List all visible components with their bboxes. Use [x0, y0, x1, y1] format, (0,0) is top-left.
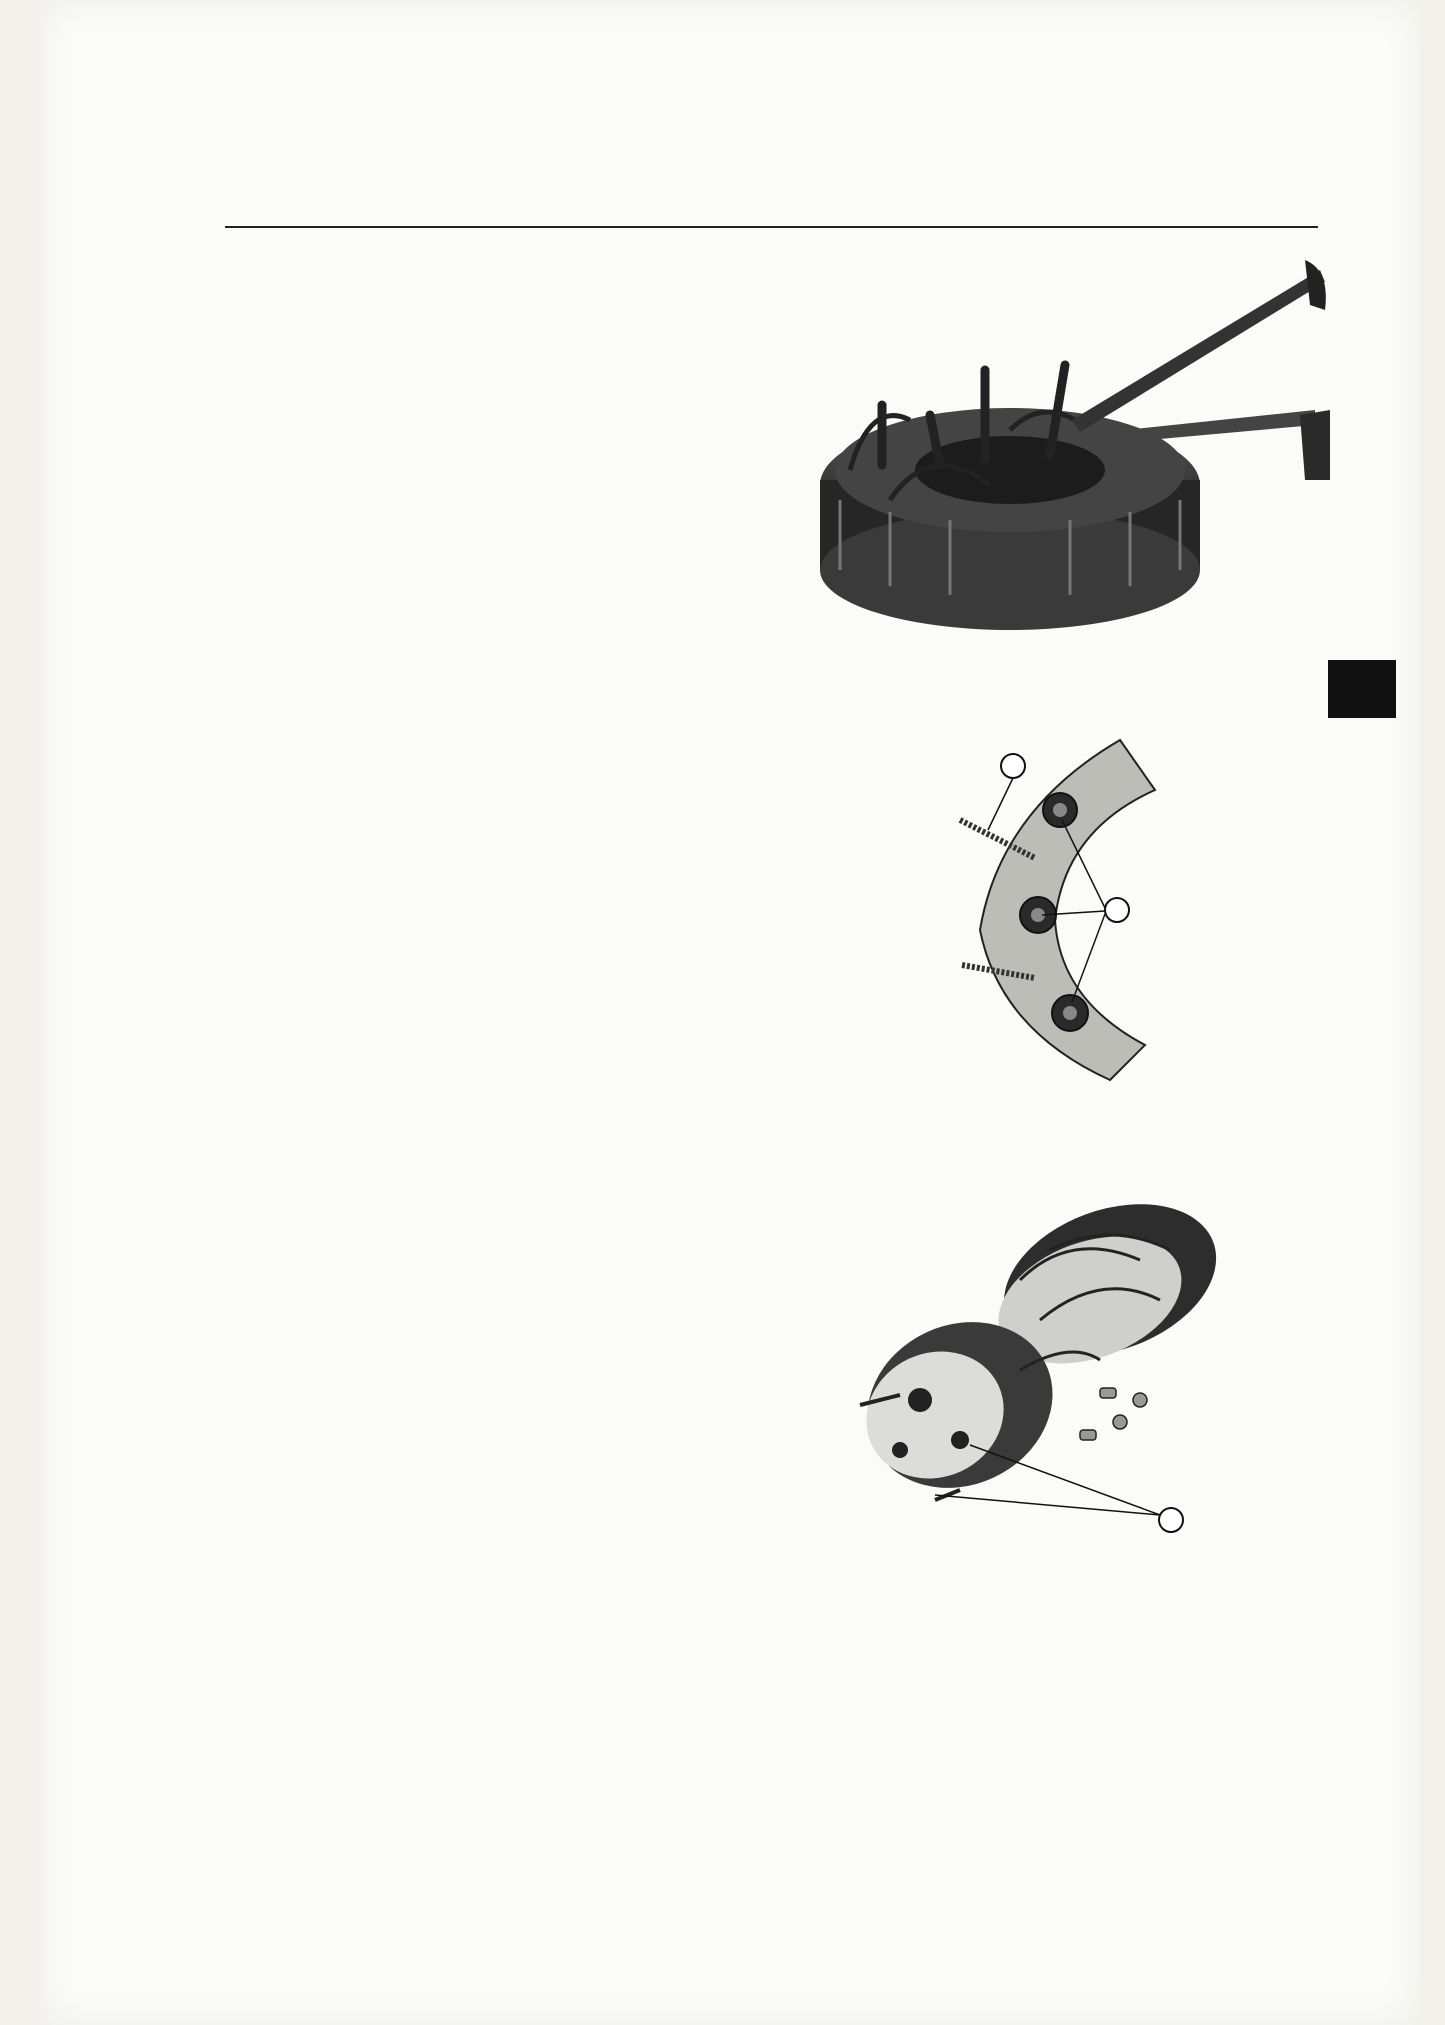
- section-tab: [1328, 660, 1396, 718]
- header-tm: [225, 195, 230, 219]
- paragraph-connect-probes: [225, 727, 737, 753]
- paragraph-heat-sink: [225, 590, 737, 616]
- fig42-illustration: [810, 250, 1330, 640]
- fig43-illustration: [940, 730, 1170, 1090]
- paragraph-assemble-stator: [225, 1280, 737, 1306]
- paragraph-tester: [225, 297, 737, 323]
- paragraph-diode-colors: [225, 1091, 737, 1117]
- paragraph-repeat-test: [225, 859, 737, 885]
- paragraph-ohmmeter: [225, 960, 737, 986]
- important-note: [225, 405, 737, 431]
- paragraph-test-lamp: [225, 511, 737, 537]
- fig44-illustration: [840, 1190, 1280, 1560]
- header-rule: [225, 226, 1318, 228]
